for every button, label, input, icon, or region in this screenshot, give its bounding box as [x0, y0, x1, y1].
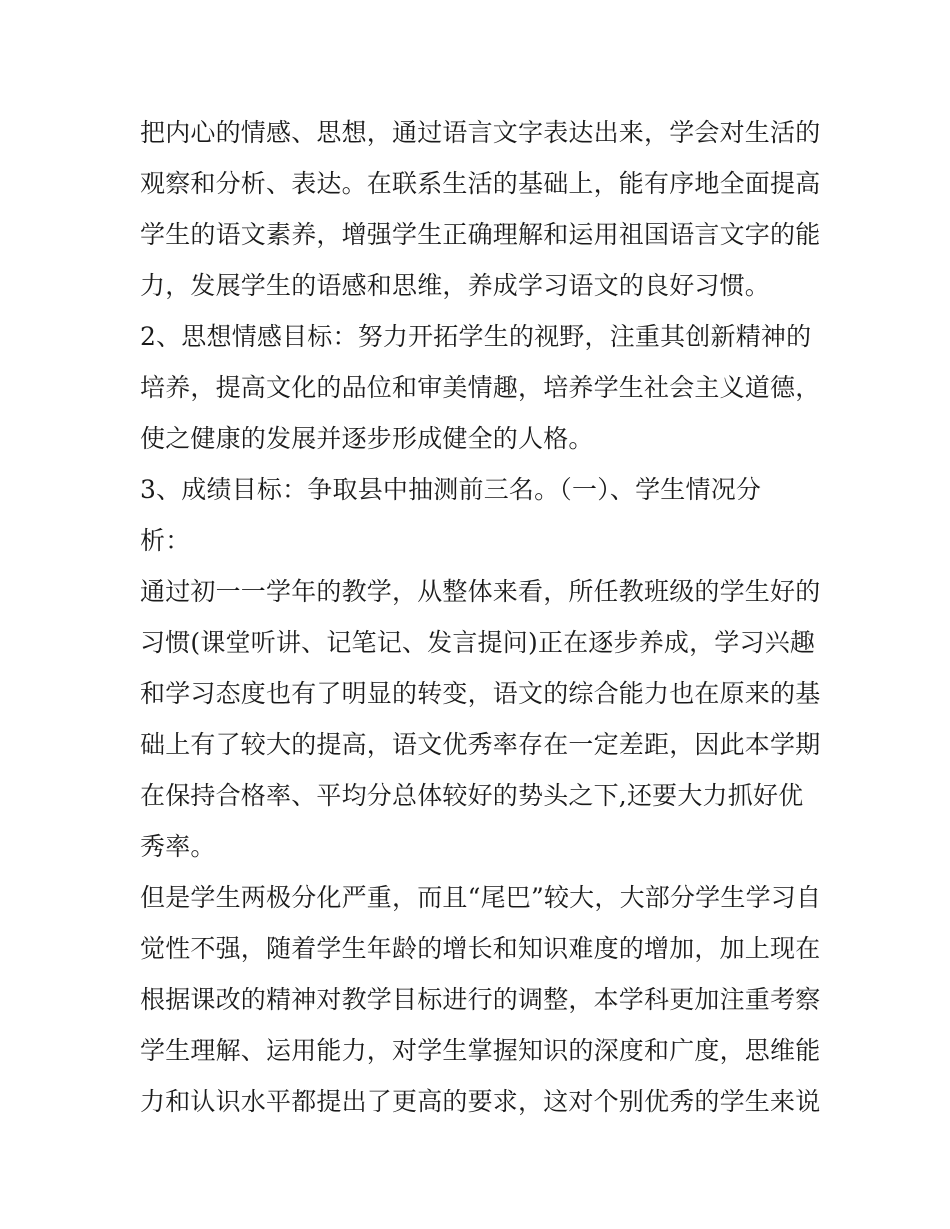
- document-body: [140, 107, 830, 1127]
- text-line: 2、思想情感目标：努力开拓学生的视野，注重其创新精神的: [140, 322, 812, 351]
- text-line: 力，发展学生的语感和思维，养成学习语文的良好习惯。: [140, 271, 771, 300]
- text-line: 力和认识水平都提出了更高的要求，这对个别优秀的学生来说: [140, 1087, 821, 1116]
- text-line: 根据课改的精神对教学目标进行的调整，本学科更加注重考察: [140, 985, 821, 1014]
- text-line: 但是学生两极分化严重，而且“尾巴”较大，大部分学生学习自: [140, 883, 822, 912]
- text-line: 学生理解、运用能力，对学生掌握知识的深度和广度，思维能: [140, 1036, 821, 1065]
- text-line: 观察和分析、表达。在联系生活的基础上，能有序地全面提高: [140, 169, 821, 198]
- text-line: 通过初一一学年的教学，从整体来看，所任教班级的学生好的: [140, 577, 821, 606]
- text-line: 习惯(课堂听讲、记笔记、发言提问)正在逐步养成，学习兴趣: [140, 628, 816, 657]
- text-line: 培养，提高文化的品位和审美情趣，培养学生社会主义道德，: [140, 373, 821, 402]
- text-line: 学生的语文素养，增强学生正确理解和运用祖国语言文字的能: [140, 220, 821, 249]
- text-line: 使之健康的发展并逐步形成健全的人格。: [140, 424, 594, 453]
- text-line: 在保持合格率、平均分总体较好的势头之下,还要大力抓好优: [140, 781, 804, 810]
- text-line: 和学习态度也有了明显的转变，语文的综合能力也在原来的基: [140, 679, 821, 708]
- text-line: 3、成绩目标：争取县中抽测前三名。（一）、学生情况分: [140, 475, 762, 504]
- text-line: 把内心的情感、思想，通过语言文字表达出来，学会对生活的: [140, 118, 821, 147]
- text-line: 觉性不强，随着学生年龄的增长和知识难度的增加，加上现在: [140, 934, 821, 963]
- text-line: 础上有了较大的提高，语文优秀率存在一定差距，因此本学期: [140, 730, 821, 759]
- text-line: 秀率。: [140, 832, 216, 861]
- text-line: 析：: [140, 526, 191, 555]
